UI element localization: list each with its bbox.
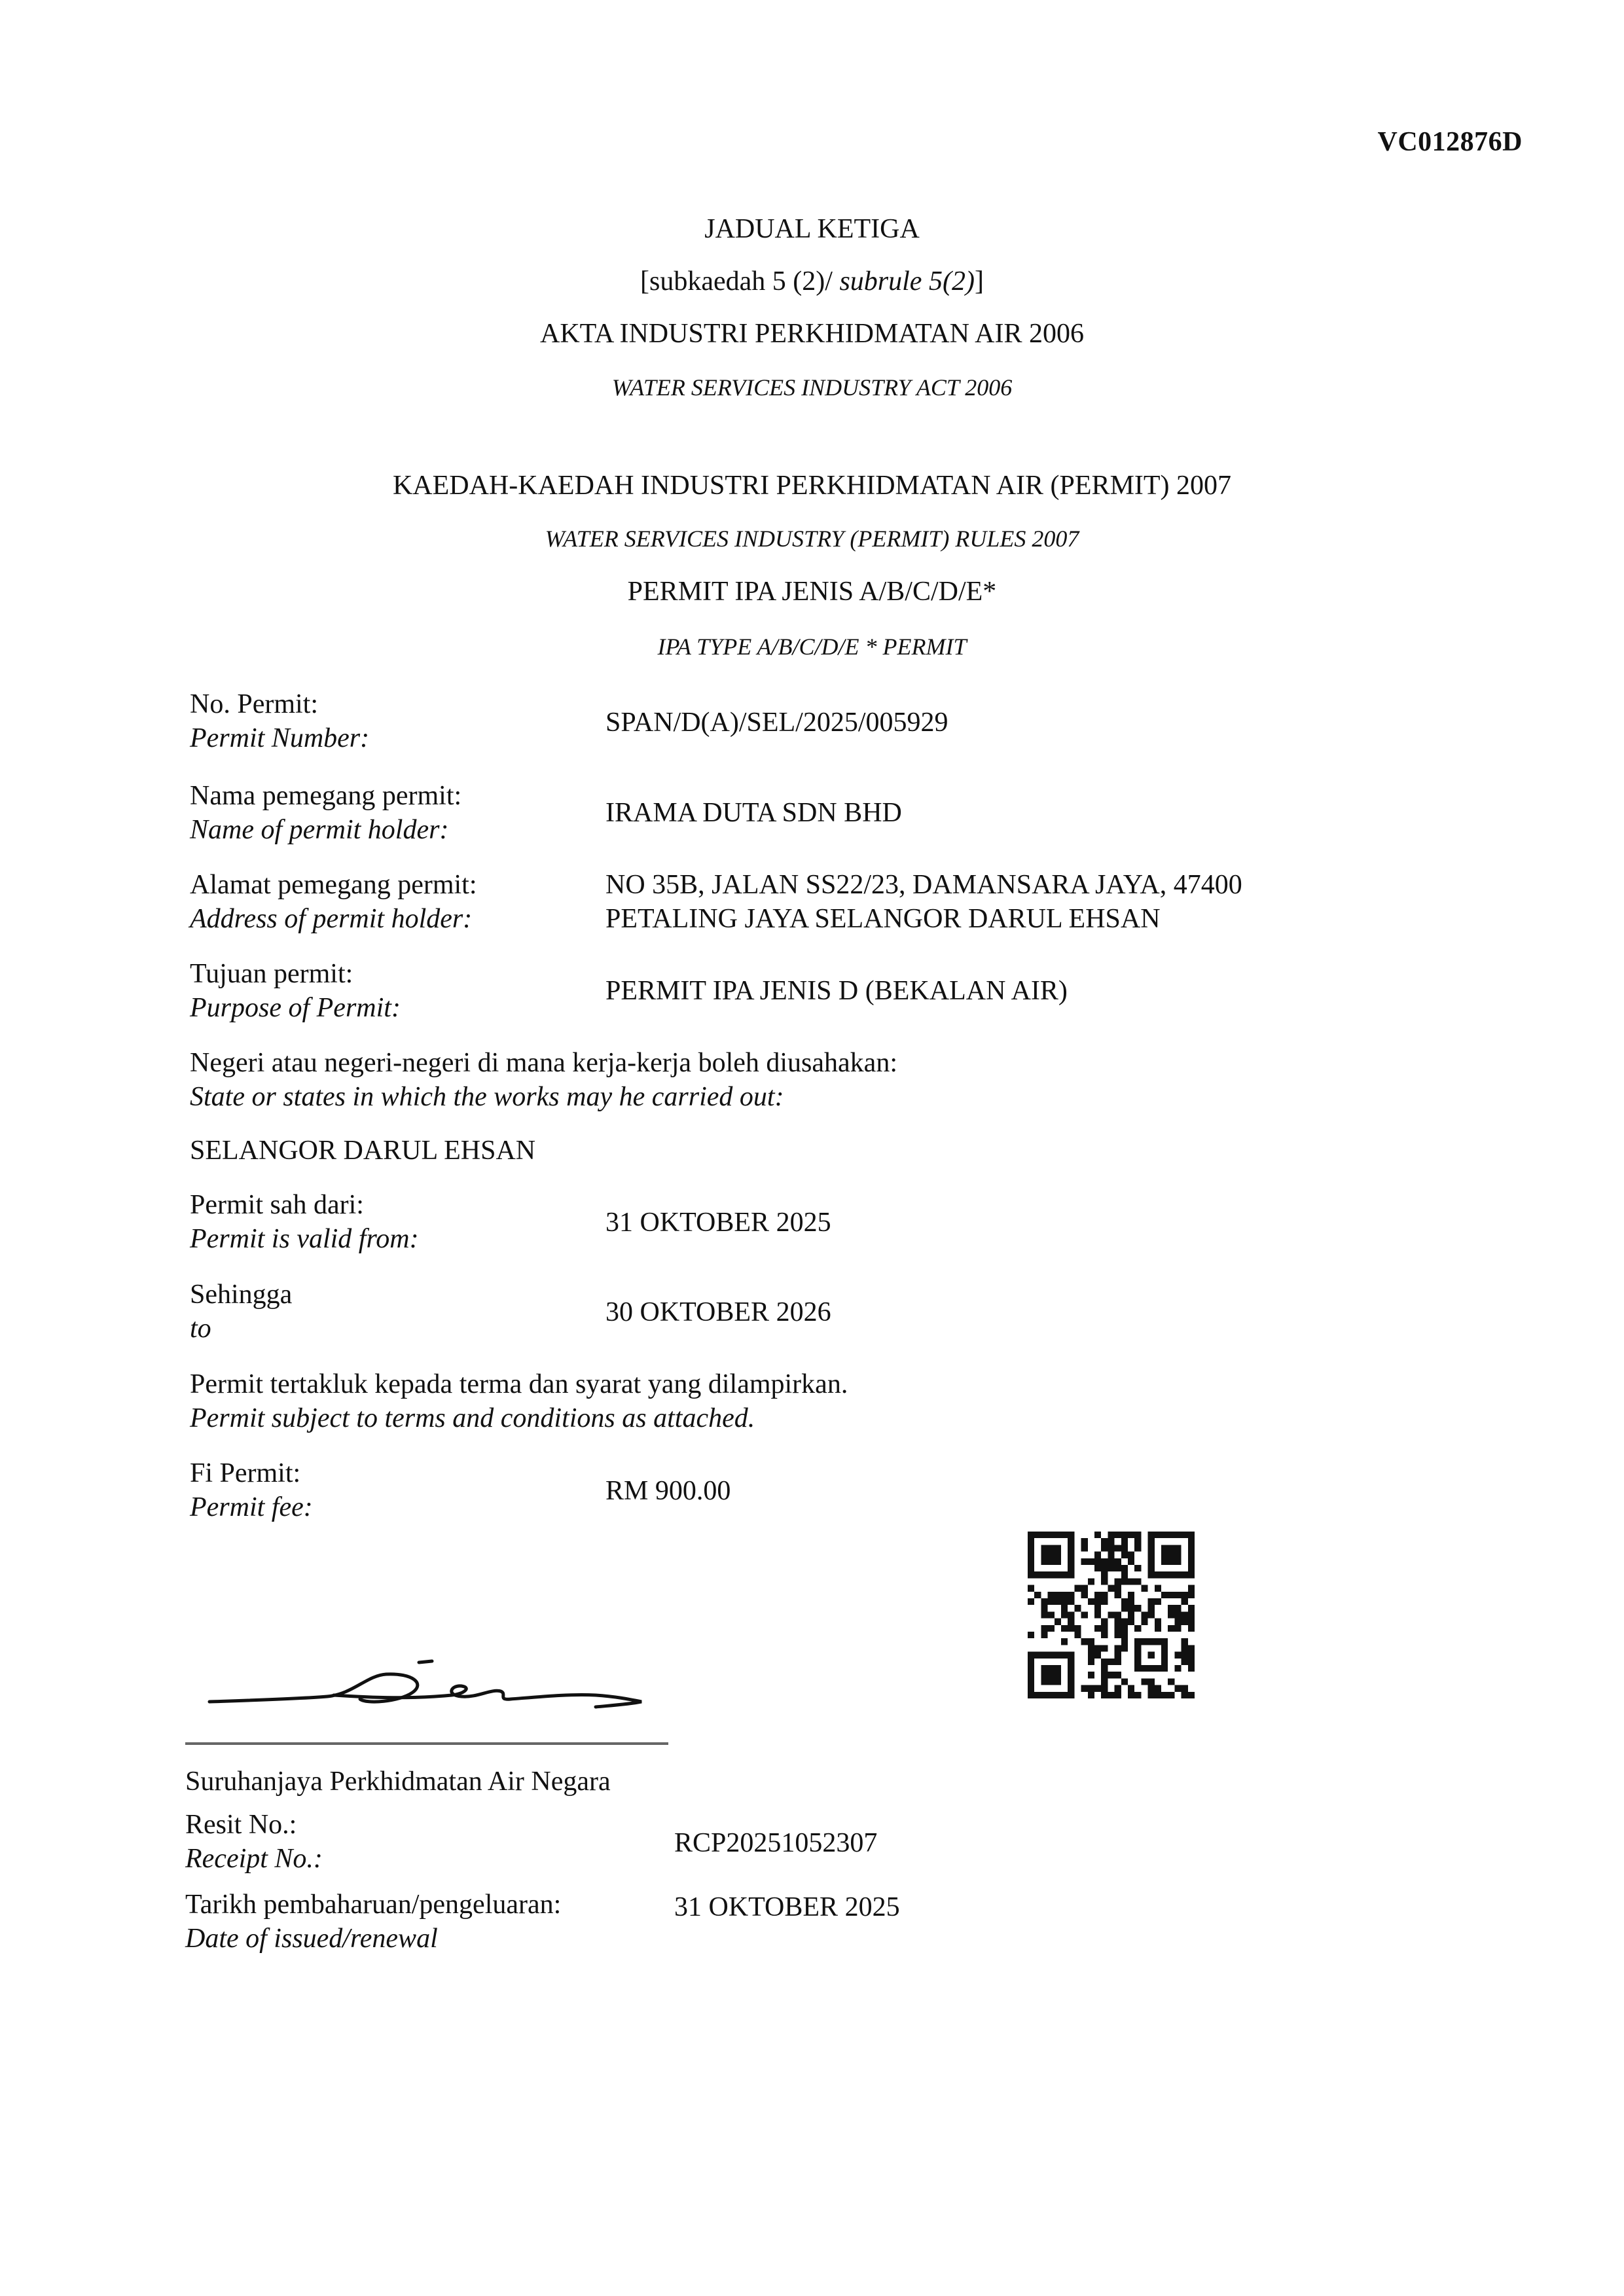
- permit-type-en: IPA TYPE A/B/C/D/E * PERMIT: [657, 634, 967, 660]
- terms-text-en: Permit subject to terms and conditions as attached.: [190, 1403, 755, 1433]
- holder-name-value: IRAMA DUTA SDN BHD: [605, 798, 902, 828]
- receipt-label-en: Receipt No.:: [185, 1844, 323, 1874]
- holder-name-label-ms: Nama pemegang permit:: [190, 781, 462, 811]
- signature-icon: [203, 1636, 661, 1728]
- fee-label-ms: Fi Permit:: [190, 1458, 301, 1488]
- subrule-reference: [0, 266, 1624, 297]
- permit-number-label-ms: No. Permit:: [190, 689, 318, 719]
- authority-name: Suruhanjaya Perkhidmatan Air Negara: [185, 1767, 611, 1797]
- purpose-label-en: Purpose of Permit:: [190, 993, 401, 1023]
- valid-to-value: 30 OKTOBER 2026: [605, 1297, 831, 1327]
- permit-number-label-en: Permit Number:: [190, 723, 370, 753]
- fee-label-en: Permit fee:: [190, 1492, 313, 1522]
- act-title-en: WATER SERVICES INDUSTRY ACT 2006: [611, 374, 1013, 401]
- valid-from-label-ms: Permit sah dari:: [190, 1190, 364, 1220]
- subrule-prefix: [subkaedah 5 (2)/: [640, 266, 840, 296]
- states-label-ms: Negeri atau negeri-negeri di mana kerja-kerja boleh diusahakan:: [190, 1048, 897, 1078]
- permit-number-value: SPAN/D(A)/SEL/2025/005929: [605, 708, 948, 738]
- holder-address-line2: PETALING JAYA SELANGOR DARUL EHSAN: [605, 904, 1161, 934]
- permit-number-label: [190, 687, 369, 755]
- permit-type-ms: PERMIT IPA JENIS A/B/C/D/E*: [627, 577, 997, 607]
- states-label: [190, 1046, 897, 1114]
- rules-title-ms: KAEDAH-KAEDAH INDUSTRI PERKHIDMATAN AIR (PERMIT) 2007: [392, 471, 1232, 501]
- receipt-value: RCP20251052307: [674, 1828, 878, 1858]
- terms-text: [190, 1367, 848, 1435]
- valid-to-label-ms: Sehingga: [190, 1280, 293, 1310]
- signature-line: [185, 1742, 668, 1745]
- holder-address-label: [190, 868, 477, 936]
- issue-date-label-en: Date of issued/renewal: [185, 1924, 438, 1954]
- states-value: SELANGOR DARUL EHSAN: [190, 1136, 536, 1166]
- purpose-value: PERMIT IPA JENIS D (BEKALAN AIR): [605, 976, 1068, 1006]
- qr-code-icon: [1028, 1532, 1195, 1698]
- fee-value: RM 900.00: [605, 1476, 731, 1506]
- holder-name-label-en: Name of permit holder:: [190, 815, 449, 845]
- subrule-suffix: ]: [974, 266, 984, 296]
- act-title-ms: AKTA INDUSTRI PERKHIDMATAN AIR 2006: [540, 319, 1084, 349]
- issue-date-label: [185, 1888, 561, 1956]
- receipt-label-ms: Resit No.:: [185, 1810, 297, 1840]
- holder-address-line1: NO 35B, JALAN SS22/23, DAMANSARA JAYA, 47400: [605, 870, 1242, 900]
- valid-to-label-en: to: [190, 1314, 211, 1344]
- issue-date-label-ms: Tarikh pembaharuan/pengeluaran:: [185, 1890, 562, 1920]
- subrule-italic: subrule 5(2): [839, 266, 975, 296]
- states-label-en: State or states in which the works may he carried out:: [190, 1082, 784, 1112]
- valid-from-label: [190, 1188, 419, 1256]
- holder-name-label: [190, 779, 461, 847]
- valid-from-label-en: Permit is valid from:: [190, 1224, 419, 1254]
- valid-from-value: 31 OKTOBER 2025: [605, 1208, 831, 1238]
- rules-title-en: WATER SERVICES INDUSTRY (PERMIT) RULES 2007: [545, 526, 1079, 552]
- receipt-label: [185, 1808, 323, 1876]
- terms-text-ms: Permit tertakluk kepada terma dan syarat yang dilampirkan.: [190, 1369, 848, 1399]
- holder-address-label-ms: Alamat pemegang permit:: [190, 870, 477, 900]
- fee-label: [190, 1456, 313, 1524]
- purpose-label-ms: Tujuan permit:: [190, 959, 353, 989]
- valid-to-label: [190, 1278, 292, 1346]
- purpose-label: [190, 957, 401, 1025]
- schedule-title: JADUAL KETIGA: [704, 214, 920, 244]
- document-number: VC012876D: [1377, 127, 1523, 157]
- holder-address-label-en: Address of permit holder:: [190, 904, 473, 934]
- issue-date-value: 31 OKTOBER 2025: [674, 1892, 900, 1922]
